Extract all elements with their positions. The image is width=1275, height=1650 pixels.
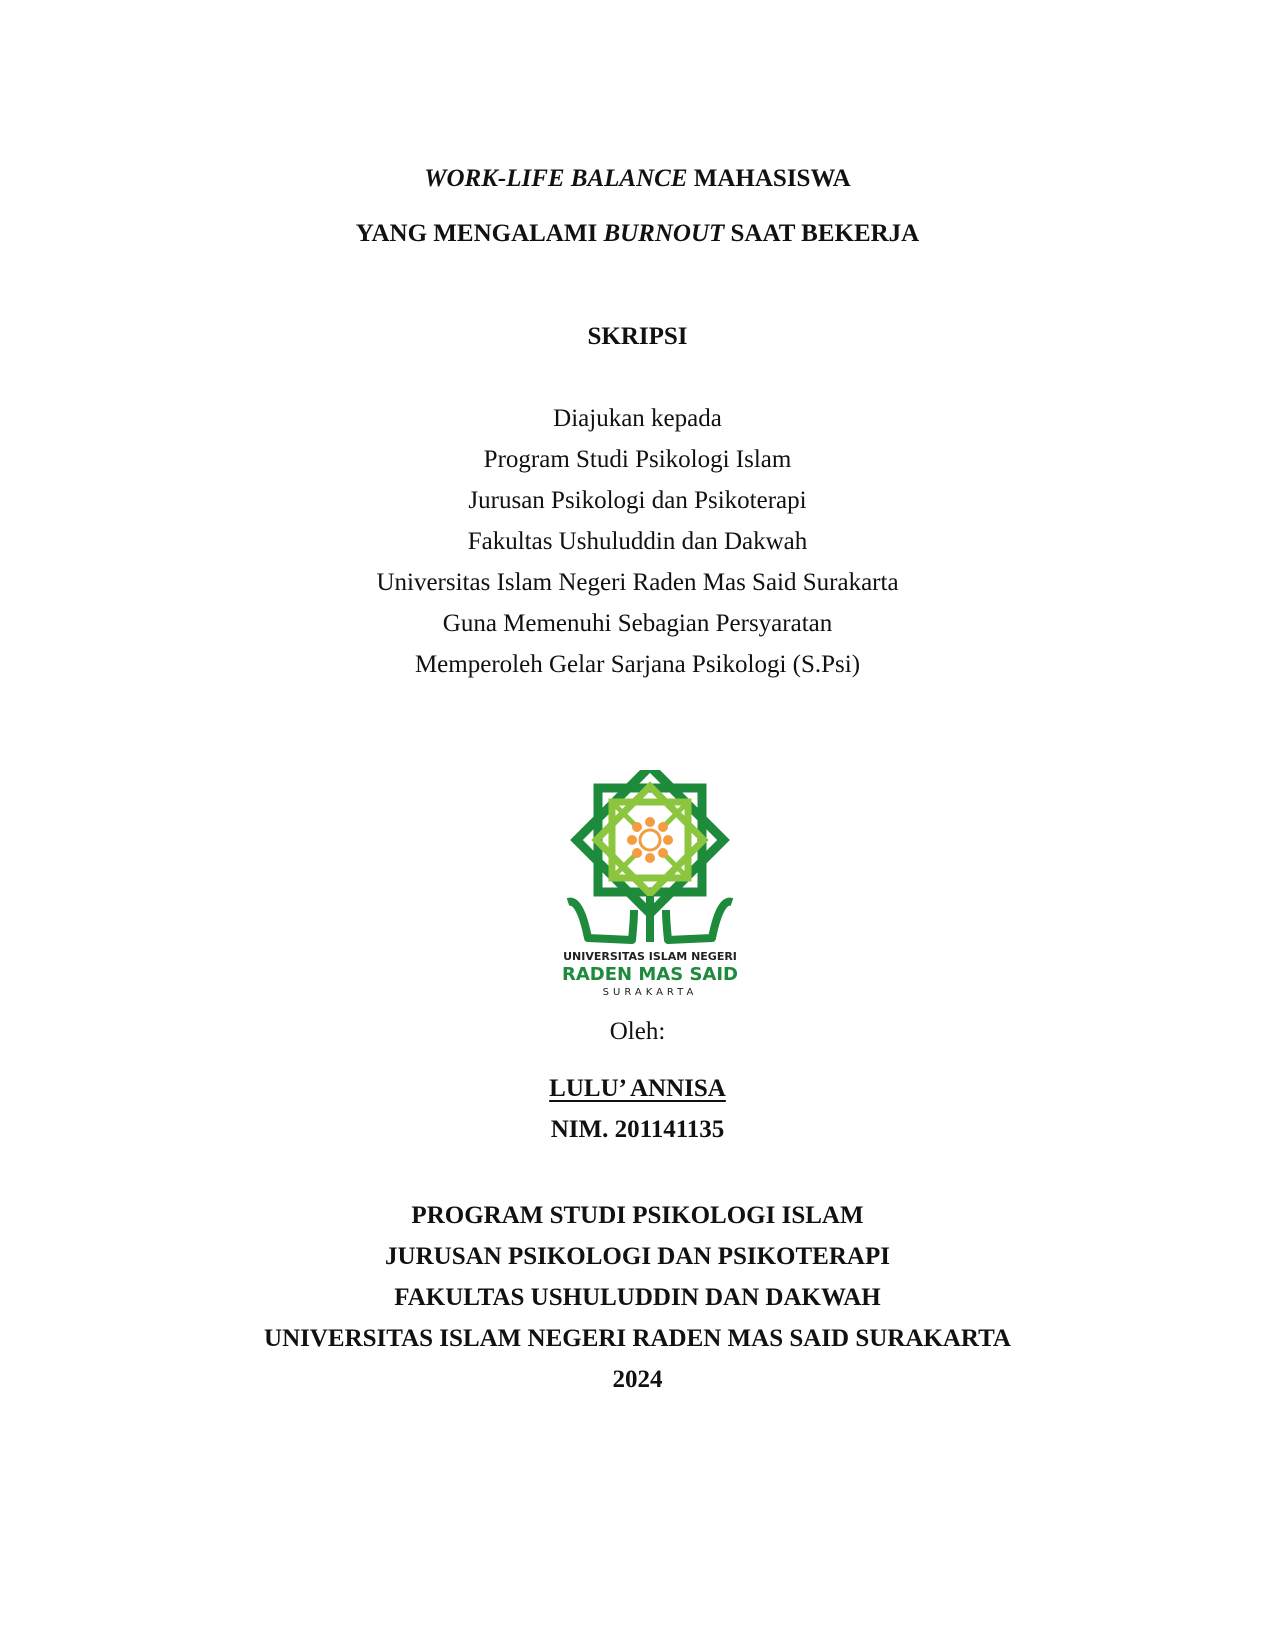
author-name-line (0, 1075, 1275, 1103)
submission-year: 2024 (612, 1366, 663, 1393)
logo-text-line-3: SURAKARTA (602, 987, 698, 998)
title-italic-burnout: BURNOUT (603, 220, 725, 247)
title-line-2-pre: YANG MENGALAMI (355, 220, 604, 247)
logo-star-emblem (576, 770, 723, 914)
submission-line-2: Program Studi Psikologi Islam (483, 446, 792, 473)
document-type: SKRIPSI (587, 323, 688, 350)
university-logo (550, 770, 750, 1010)
institution-line-1: PROGRAM STUDI PSIKOLOGI ISLAM (411, 1202, 864, 1229)
submission-line-7: Memperoleh Gelar Sarjana Psikologi (S.Psi) (414, 651, 861, 678)
submission-line-3: Jurusan Psikologi dan Psikoterapi (468, 487, 807, 514)
logo-book-icon (568, 896, 732, 942)
submission-line-4: Fakultas Ushuluddin dan Dakwah (467, 528, 808, 555)
institution-line-2: JURUSAN PSIKOLOGI DAN PSIKOTERAPI (385, 1243, 890, 1270)
author-name: LULU’ ANNISA (549, 1075, 726, 1102)
title-line-2-post: SAAT BEKERJA (724, 220, 920, 247)
title-line-1-rest: MAHASISWA (687, 165, 851, 192)
institution-line-3: FAKULTAS USHULUDDIN DAN DAKWAH (394, 1284, 881, 1311)
institution-line-4: UNIVERSITAS ISLAM NEGERI RADEN MAS SAID SURAKARTA (264, 1325, 1011, 1352)
submission-line-5: Universitas Islam Negeri Raden Mas Said Surakarta (376, 569, 899, 596)
submission-line-1: Diajukan kepada (553, 405, 722, 432)
logo-text-line-2: RADEN MAS SAID (562, 964, 738, 985)
logo-text-line-1: UNIVERSITAS ISLAM NEGERI (563, 950, 737, 963)
by-label: Oleh: (609, 1018, 666, 1045)
submission-line-6: Guna Memenuhi Sebagian Persyaratan (442, 610, 833, 637)
author-nim: NIM. 201141135 (550, 1116, 725, 1143)
thesis-title-line-2 (0, 220, 1275, 248)
thesis-title-line-1 (0, 165, 1275, 193)
title-italic-term: WORK-LIFE BALANCE (424, 165, 688, 192)
